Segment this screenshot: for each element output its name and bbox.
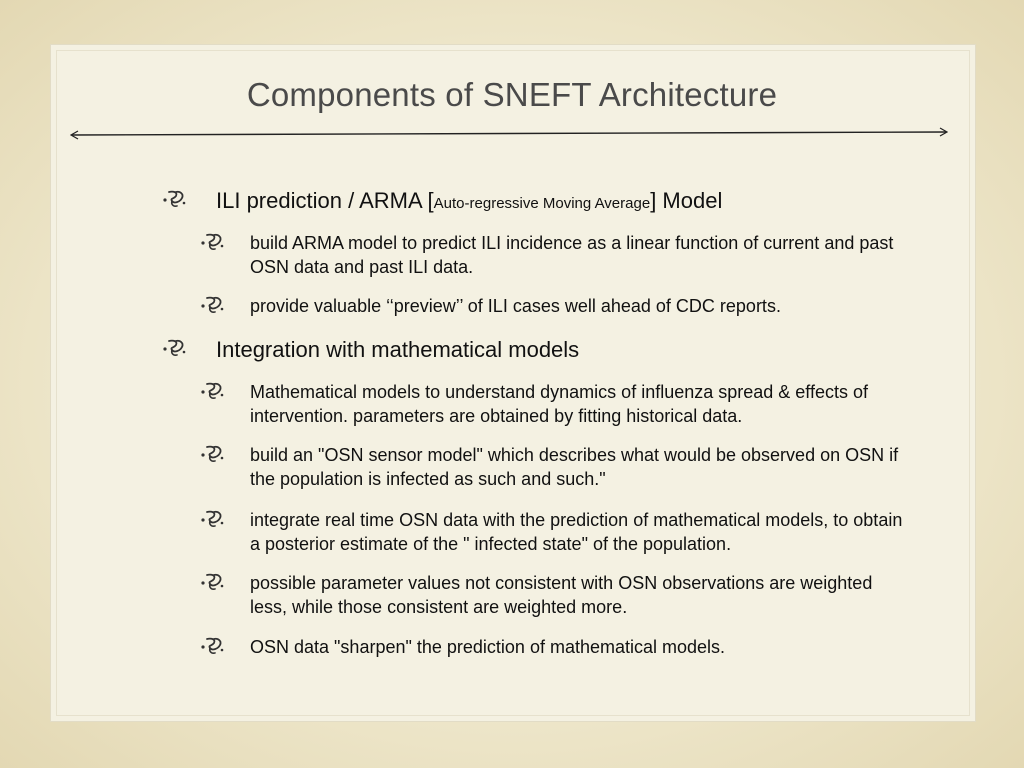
- list-item-text: build an "OSN sensor model" which describes what would be observed on OSN if the population is infected as such and such.": [250, 445, 899, 489]
- list-item: [200, 571, 910, 619]
- list-item-text: build ARMA model to predict ILI incidence as a linear function of current and past OSN data and past ILI data.: [250, 233, 894, 277]
- curl-bullet-icon: [200, 294, 226, 316]
- title-divider: [70, 127, 948, 143]
- curl-bullet-icon: [200, 443, 226, 465]
- curl-bullet-icon: [162, 337, 188, 359]
- section-heading-integration: [162, 337, 579, 363]
- slide-title: Components of SNEFT Architecture: [246, 76, 778, 113]
- curl-bullet-icon: [200, 380, 226, 402]
- list-item: [200, 231, 910, 279]
- list-item: [200, 294, 910, 318]
- curl-bullet-icon: [200, 508, 226, 530]
- list-item-text: Mathematical models to understand dynamics of influenza spread & effects of intervention. parameters are obtained by fitting historical data.: [250, 382, 869, 426]
- heading-expansion: Auto-regressive Moving Average: [433, 195, 651, 212]
- curl-bullet-icon: [200, 635, 226, 657]
- list-item-text: integrate real time OSN data with the prediction of mathematical models, to obtain a posterior estimate of the " infected state" of the population.: [250, 510, 903, 554]
- section-heading-arma: [162, 188, 722, 217]
- list-item-text: OSN data "sharpen" the prediction of mathematical models.: [250, 637, 726, 657]
- list-item: [200, 443, 910, 491]
- list-item-text: provide valuable ‘‘preview’’ of ILI cases well ahead of CDC reports.: [250, 296, 781, 316]
- list-item: [200, 635, 910, 659]
- section-heading-text: Integration with mathematical models: [216, 337, 580, 362]
- list-item-text: possible parameter values not consistent with OSN observations are weighted less, while those consistent are weighted more.: [250, 573, 873, 617]
- heading-suffix: ] Model: [650, 188, 723, 213]
- section-heading-text: [216, 188, 722, 217]
- heading-prefix: ILI prediction / ARMA [: [216, 188, 434, 213]
- curl-bullet-icon: [200, 231, 226, 253]
- list-item: [200, 508, 910, 556]
- curl-bullet-icon: [200, 571, 226, 593]
- list-item: [200, 380, 910, 428]
- curl-bullet-icon: [162, 188, 188, 210]
